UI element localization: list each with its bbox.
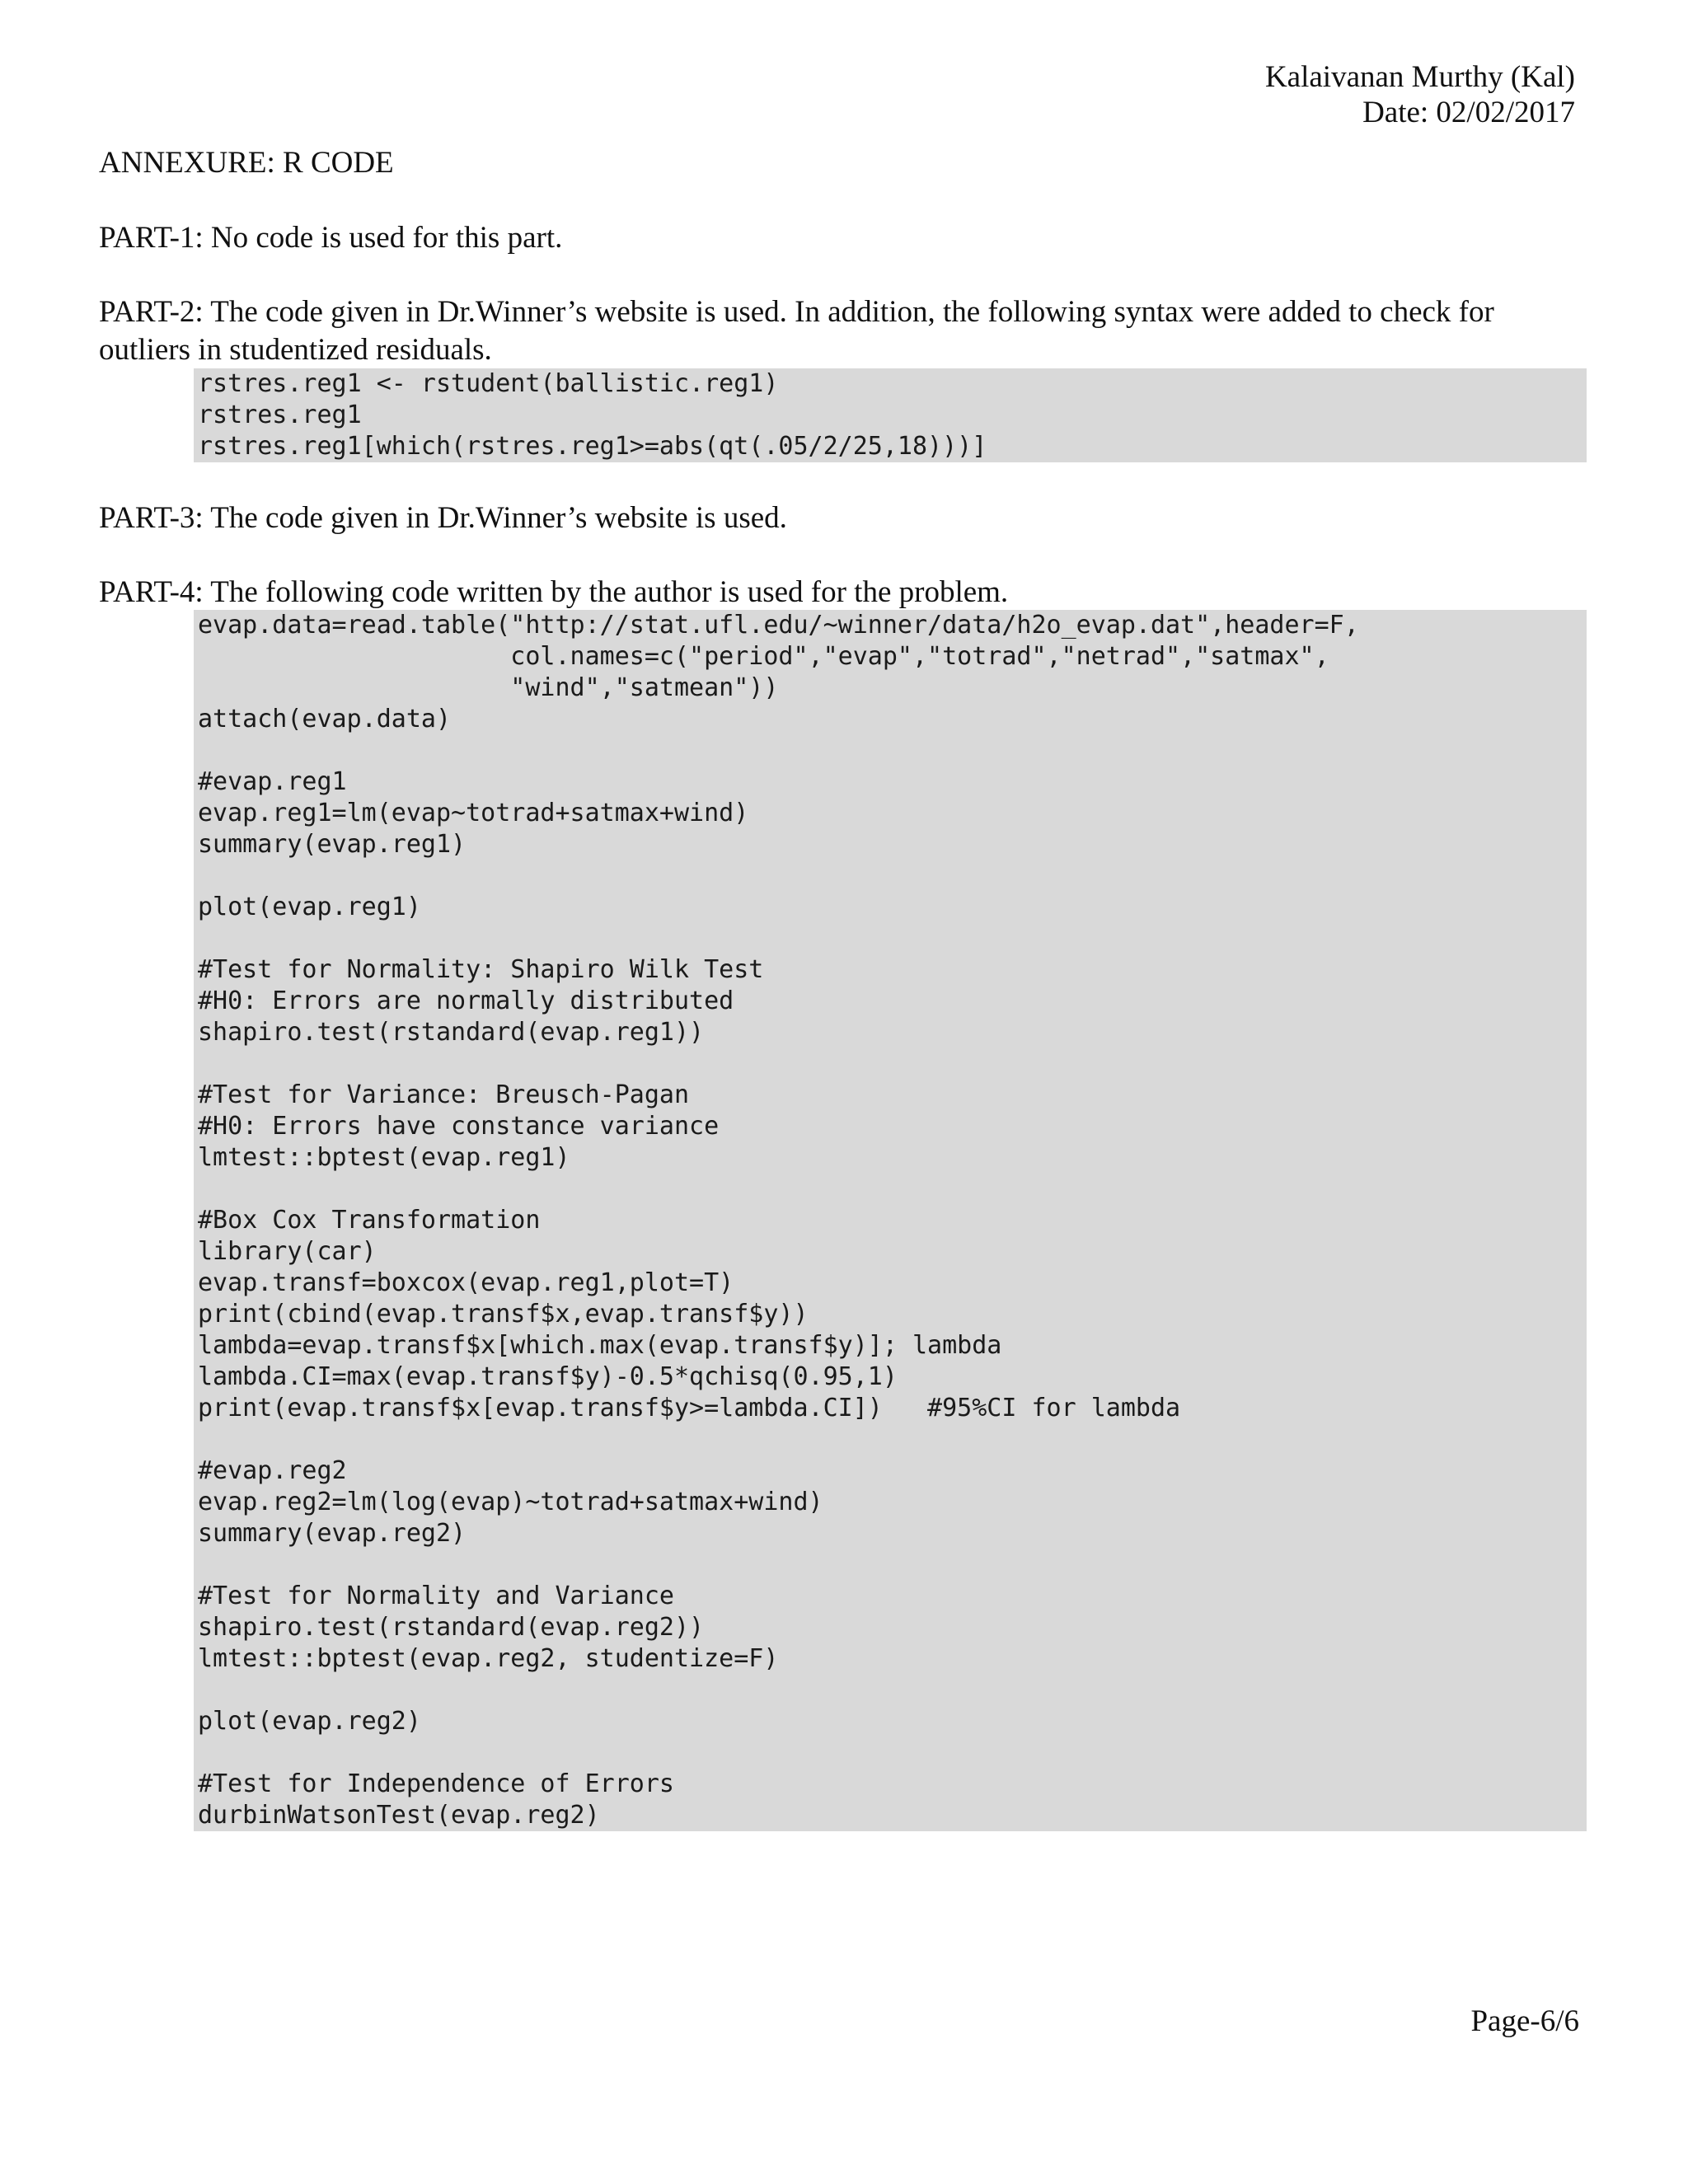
code-line: rstres.reg1 <- rstudent(ballistic.reg1): [198, 369, 779, 398]
code-line: [198, 1737, 1587, 1769]
code-line: #H0: Errors have constance variance: [198, 1112, 720, 1141]
code-line: #evap.reg2: [198, 1456, 347, 1485]
code-line: lmtest::bptest(evap.reg2, studentize=F): [198, 1644, 779, 1673]
document-header: [833, 59, 1575, 130]
code-line: #Test for Independence of Errors: [198, 1769, 674, 1798]
part3-text: PART-3: The code given in Dr.Winner’s website is used.: [99, 501, 787, 535]
code-line: print(evap.transf$x[evap.transf$y>=lambda.CI]) #95%CI for lambda: [198, 1394, 1181, 1422]
code-line: [198, 1174, 1587, 1205]
code-line: evap.reg1=lm(evap~totrad+satmax+wind): [198, 799, 749, 827]
code-line: col.names=c("period","evap","totrad","netrad","satmax",: [198, 642, 1329, 671]
code-line: #evap.reg1: [198, 767, 347, 796]
code-line: #Box Cox Transformation: [198, 1206, 541, 1235]
page-number: Page-6/6: [1470, 2004, 1579, 2038]
code-line: [198, 735, 1587, 766]
code-line: evap.transf=boxcox(evap.reg1,plot=T): [198, 1268, 734, 1297]
author-name: Kalaivanan Murthy (Kal): [1264, 60, 1575, 94]
code-line: [198, 1048, 1587, 1080]
code-line: #Test for Normality: Shapiro Wilk Test: [198, 955, 764, 984]
part2-text-line1: PART-2: The code given in Dr.Winner’s website is used. In addition, the following syntax were added to check for: [99, 295, 1494, 329]
code-line: #Test for Normality and Variance: [198, 1582, 674, 1610]
code-line: "wind","satmean")): [198, 673, 779, 702]
annexure-title: ANNEXURE: R CODE: [99, 146, 394, 180]
code-line: evap.data=read.table("http://stat.ufl.edu/~winner/data/h2o_evap.dat",header=F,: [198, 611, 1359, 640]
code-line: [198, 860, 1587, 892]
part4-intro: PART-4: The following code written by the author is used for the problem.: [99, 575, 1009, 609]
code-line: lambda=evap.transf$x[which.max(evap.transf$y)]; lambda: [198, 1331, 1002, 1360]
document-date: Date: 02/02/2017: [1362, 96, 1575, 129]
code-line: [198, 1675, 1587, 1706]
code-line: [198, 1424, 1587, 1455]
code-line: durbinWatsonTest(evap.reg2): [198, 1801, 600, 1830]
code-line: print(cbind(evap.transf$x,evap.transf$y)): [198, 1300, 809, 1329]
part4-code-block: [194, 610, 1587, 1831]
code-line: #Test for Variance: Breusch-Pagan: [198, 1080, 690, 1109]
part2-code-block: [194, 368, 1587, 462]
code-line: library(car): [198, 1237, 377, 1266]
code-line: [198, 1549, 1587, 1581]
code-line: plot(evap.reg2): [198, 1707, 421, 1736]
code-line: summary(evap.reg1): [198, 830, 467, 859]
code-line: rstres.reg1: [198, 401, 362, 429]
code-line: [198, 923, 1587, 954]
part2-text-line2: outliers in studentized residuals.: [99, 333, 492, 367]
code-line: shapiro.test(rstandard(evap.reg1)): [198, 1018, 705, 1047]
part1-text: PART-1: No code is used for this part.: [99, 221, 563, 255]
code-line: lmtest::bptest(evap.reg1): [198, 1143, 570, 1172]
code-line: rstres.reg1[which(rstres.reg1>=abs(qt(.05/2/25,18)))]: [198, 432, 987, 461]
code-line: #H0: Errors are normally distributed: [198, 987, 734, 1015]
code-line: shapiro.test(rstandard(evap.reg2)): [198, 1613, 705, 1642]
code-line: plot(evap.reg1): [198, 893, 421, 921]
code-line: summary(evap.reg2): [198, 1519, 467, 1548]
code-line: evap.reg2=lm(log(evap)~totrad+satmax+wind): [198, 1488, 823, 1516]
code-line: attach(evap.data): [198, 705, 452, 733]
code-line: lambda.CI=max(evap.transf$y)-0.5*qchisq(0.95,1): [198, 1362, 898, 1391]
